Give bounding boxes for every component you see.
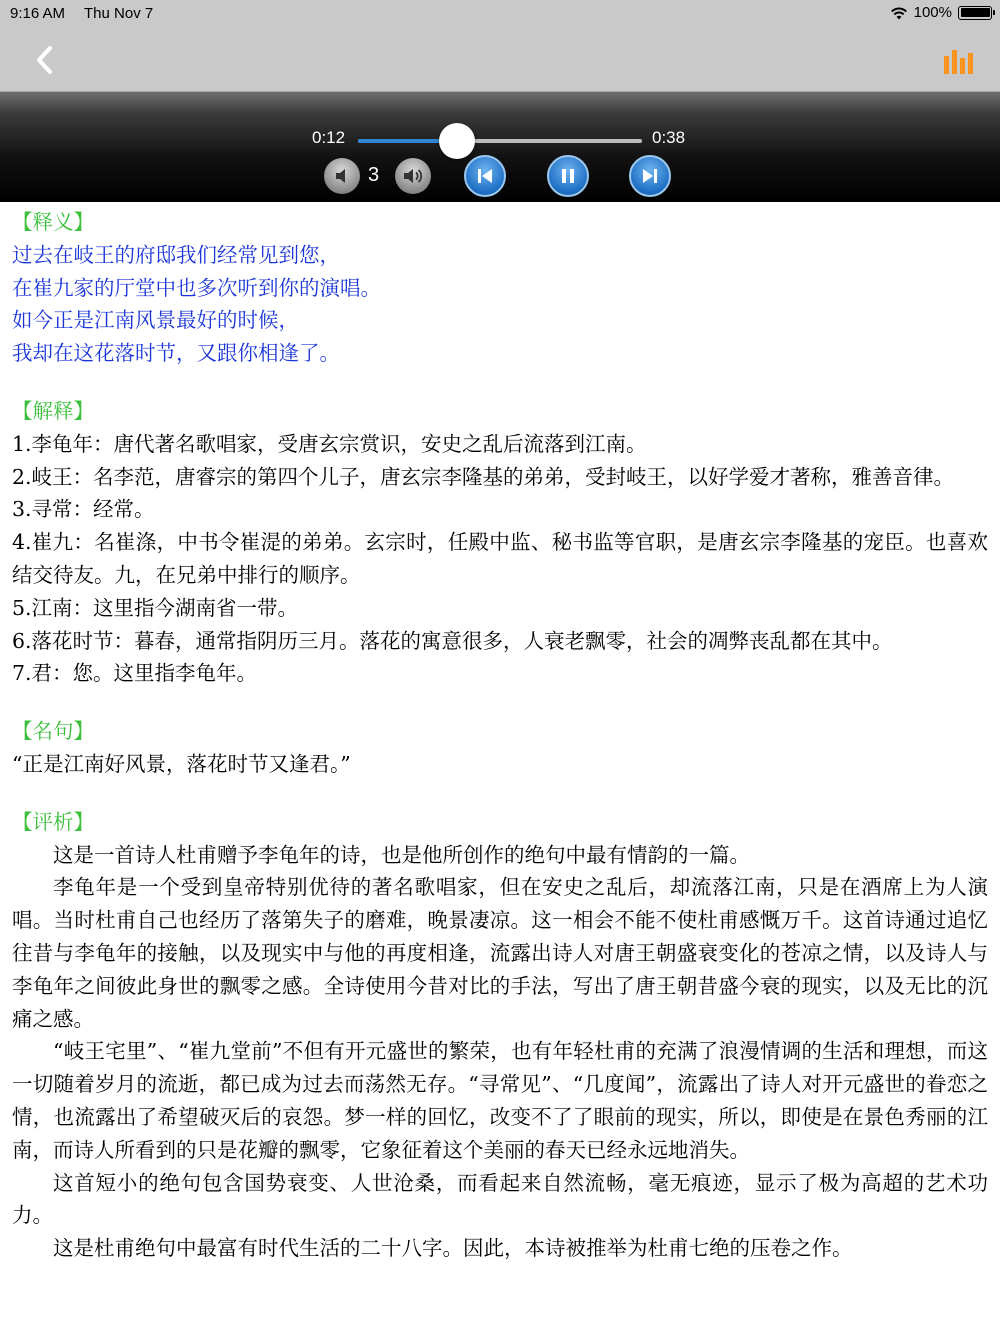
note-item: 5.江南：这里指今湖南省一带。 bbox=[12, 595, 299, 620]
meaning-heading: 【释义】 bbox=[12, 210, 94, 234]
poem-content bbox=[0, 206, 1000, 1265]
volume-up-button[interactable] bbox=[395, 158, 431, 194]
next-button[interactable] bbox=[629, 155, 671, 197]
speaker-low-icon bbox=[333, 167, 351, 185]
chart-button[interactable] bbox=[942, 46, 976, 76]
status-date: Thu Nov 7 bbox=[84, 5, 154, 22]
progress-thumb[interactable] bbox=[439, 123, 475, 159]
battery-icon bbox=[958, 6, 992, 20]
note-item: 4.崔九：名崔涤，中书令崔湜的弟弟。玄宗时，任殿中监、秘书监等官职，是唐玄宗李隆基的宠臣。也喜欢结交待友。九，在兄弟中排行的顺序。 bbox=[12, 530, 988, 587]
skip-next-icon bbox=[641, 167, 659, 185]
meaning-line: 我却在这花落时节，又跟你相逢了。 bbox=[12, 341, 340, 366]
progress-slider[interactable] bbox=[358, 139, 642, 143]
note-item: 3.寻常：经常。 bbox=[12, 497, 155, 522]
time-elapsed: 0:12 bbox=[312, 128, 346, 147]
battery-percent: 100% bbox=[913, 4, 952, 21]
analysis-paragraph: 这是一首诗人杜甫赠予李龟年的诗，也是他所创作的绝句中最有情韵的一篇。 bbox=[53, 842, 750, 867]
status-indicators bbox=[890, 4, 992, 21]
bar-chart-icon bbox=[942, 46, 976, 76]
status-time: 9:16 AM bbox=[10, 5, 66, 22]
speaker-high-icon bbox=[402, 167, 424, 185]
time-total: 0:38 bbox=[652, 128, 686, 147]
status-bar bbox=[0, 0, 1000, 28]
volume-down-button[interactable] bbox=[324, 158, 360, 194]
analysis-paragraph: 这首短小的绝句包含国势衰变、人世沧桑，而看起来自然流畅，毫无痕迹，显示了极为高超的艺术功力。 bbox=[12, 1170, 988, 1228]
nav-bar bbox=[0, 28, 1000, 92]
meaning-line: 过去在岐王的府邸我们经常见到您， bbox=[12, 242, 340, 267]
skip-previous-icon bbox=[476, 167, 494, 185]
famous-line: “正是江南好风景，落花时节又逢君。” bbox=[12, 751, 351, 776]
audio-player bbox=[0, 92, 1000, 202]
note-item: 1.李龟年：唐代著名歌唱家，受唐玄宗赏识，安史之乱后流落到江南。 bbox=[12, 431, 647, 456]
analysis-paragraph: 李龟年是一个受到皇帝特别优待的著名歌唱家，但在安史之乱后，却流落江南，只是在酒席上为人演唱。当时杜甫自己也经历了落第失子的磨难，晚景凄凉。这一相会不能不使杜甫感慨万千。这首诗通过追忆往昔与李龟年的接触，以及现实中与他的再度相逢，流露出诗人对唐王朝盛衰变化的苍凉之情，以及诗人与李龟年之间彼此身世的飘零之感。全诗使用今昔对比的手法，写出了唐王朝昔盛今衰的现实，以及无比的沉痛之感。 bbox=[12, 875, 988, 1031]
previous-button[interactable] bbox=[464, 155, 506, 197]
analysis-paragraph: 这是杜甫绝句中最富有时代生活的二十八字。因此，本诗被推举为杜甫七绝的压卷之作。 bbox=[53, 1236, 853, 1261]
note-item: 7.君：您。这里指李龟年。 bbox=[12, 661, 258, 686]
famous-heading: 【名句】 bbox=[12, 719, 94, 744]
note-item: 2.岐王：名李范，唐睿宗的第四个儿子，唐玄宗李隆基的弟弟，受封岐王，以好学爱才著称，雅善音律。 bbox=[12, 464, 955, 489]
analysis-heading: 【评析】 bbox=[12, 809, 94, 834]
pause-icon bbox=[559, 167, 577, 185]
wifi-icon bbox=[890, 6, 908, 20]
meaning-line: 如今正是江南风景最好的时候， bbox=[12, 308, 299, 333]
notes-heading: 【解释】 bbox=[12, 398, 94, 423]
analysis-paragraph: “岐王宅里”、“崔九堂前”不但有开元盛世的繁荣，也有年轻杜甫的充满了浪漫情调的生活和理想，而这一切随着岁月的流逝，都已成为过去而荡然无存。“寻常见”、“几度闻”，流露出了诗人对开元盛世的眷恋之情，也流露出了希望破灭后的哀怨。梦一样的回忆，改变不了了眼前的现实，所以，即使是在景色秀丽的江南，而诗人所看到的只是花瓣的飘零，它象征着这个美丽的春天已经永远地消失。 bbox=[12, 1039, 988, 1162]
chevron-left-icon bbox=[34, 45, 54, 75]
back-button[interactable] bbox=[26, 42, 62, 78]
pause-button[interactable] bbox=[547, 155, 589, 197]
volume-level: 3 bbox=[368, 164, 380, 186]
note-item: 6.落花时节：暮春，通常指阴历三月。落花的寓意很多，人衰老飘零，社会的凋弊丧乱都在其中。 bbox=[12, 628, 893, 653]
meaning-line: 在崔九家的厅堂中也多次听到你的演唱。 bbox=[12, 275, 381, 300]
